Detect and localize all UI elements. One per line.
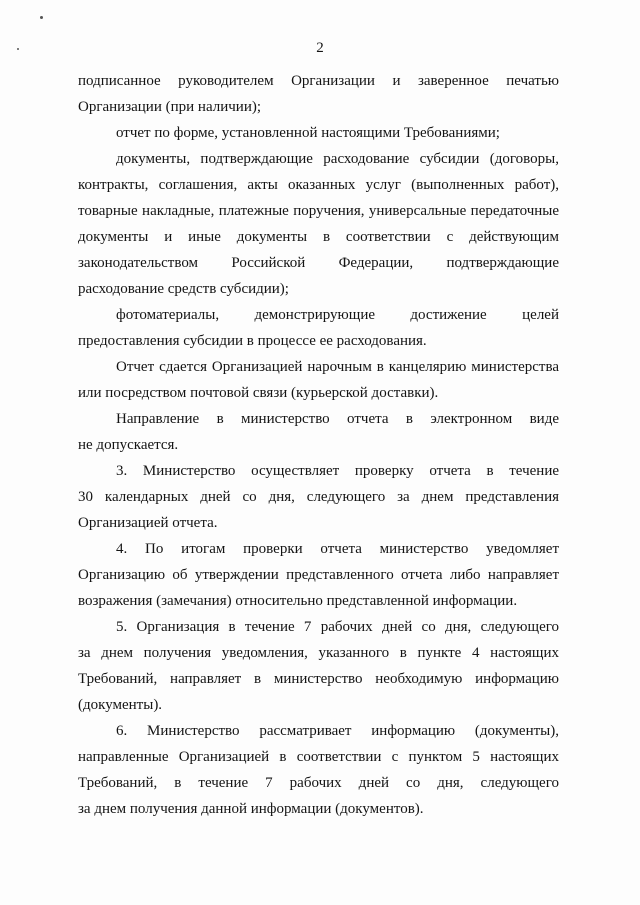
- text-line: (документы).: [78, 697, 163, 713]
- text-line: Требований, в течение 7 рабочих дней со дня, следующего: [78, 775, 559, 791]
- text-line: за днем получения уведомления, указанного в пункте 4 настоящих: [78, 645, 559, 661]
- page-number: 2: [316, 40, 324, 56]
- text-line: 5. Организация в течение 7 рабочих дней со дня, следующего: [116, 619, 559, 635]
- text-line: подписанное руководителем Организации и заверенное печатью: [78, 73, 559, 89]
- text-line: Организации (при наличии);: [78, 99, 262, 115]
- text-line: Направление в министерство отчета в электронном виде: [116, 411, 559, 427]
- text-line: не допускается.: [78, 437, 179, 453]
- text-line: фотоматериалы, демонстрирующие достижение целей: [116, 307, 559, 323]
- text-line: за днем получения данной информации (документов).: [78, 801, 424, 817]
- text-line: Требований, направляет в министерство необходимую информацию: [78, 671, 559, 687]
- text-line: 6. Министерство рассматривает информацию (документы),: [116, 723, 559, 739]
- text-line: 3. Министерство осуществляет проверку отчета в течение: [116, 463, 559, 479]
- text-line: 30 календарных дней со дня, следующего за днем представления: [78, 489, 559, 505]
- text-line: документы, подтверждающие расходование субсидии (договоры,: [116, 151, 559, 167]
- text-line: Организацию об утверждении представленного отчета либо направляет: [78, 567, 559, 583]
- text-line: отчет по форме, установленной настоящими Требованиями;: [116, 125, 500, 141]
- text-line: Отчет сдается Организацией нарочным в канцелярию министерства: [116, 359, 559, 375]
- text-line: товарные накладные, платежные поручения, универсальные передаточные: [78, 203, 559, 219]
- text-line: возражения (замечания) относительно представленной информации.: [78, 593, 518, 609]
- text-line: 4. По итогам проверки отчета министерство уведомляет: [116, 541, 559, 557]
- text-line: расходование средств субсидии);: [78, 281, 289, 297]
- text-line: законодательством Российской Федерации, подтверждающие: [78, 255, 559, 271]
- text-line: предоставления субсидии в процессе ее расходования.: [78, 333, 427, 349]
- text-line: направленные Организацией в соответствии с пунктом 5 настоящих: [78, 749, 559, 765]
- text-line: или посредством почтовой связи (курьерской доставки).: [78, 385, 439, 401]
- text-line: документы и иные документы в соответствии с действующим: [78, 229, 559, 245]
- text-line: контракты, соглашения, акты оказанных услуг (выполненных работ),: [78, 177, 559, 193]
- text-line: Организацией отчета.: [78, 515, 218, 531]
- scan-speck: [40, 16, 43, 19]
